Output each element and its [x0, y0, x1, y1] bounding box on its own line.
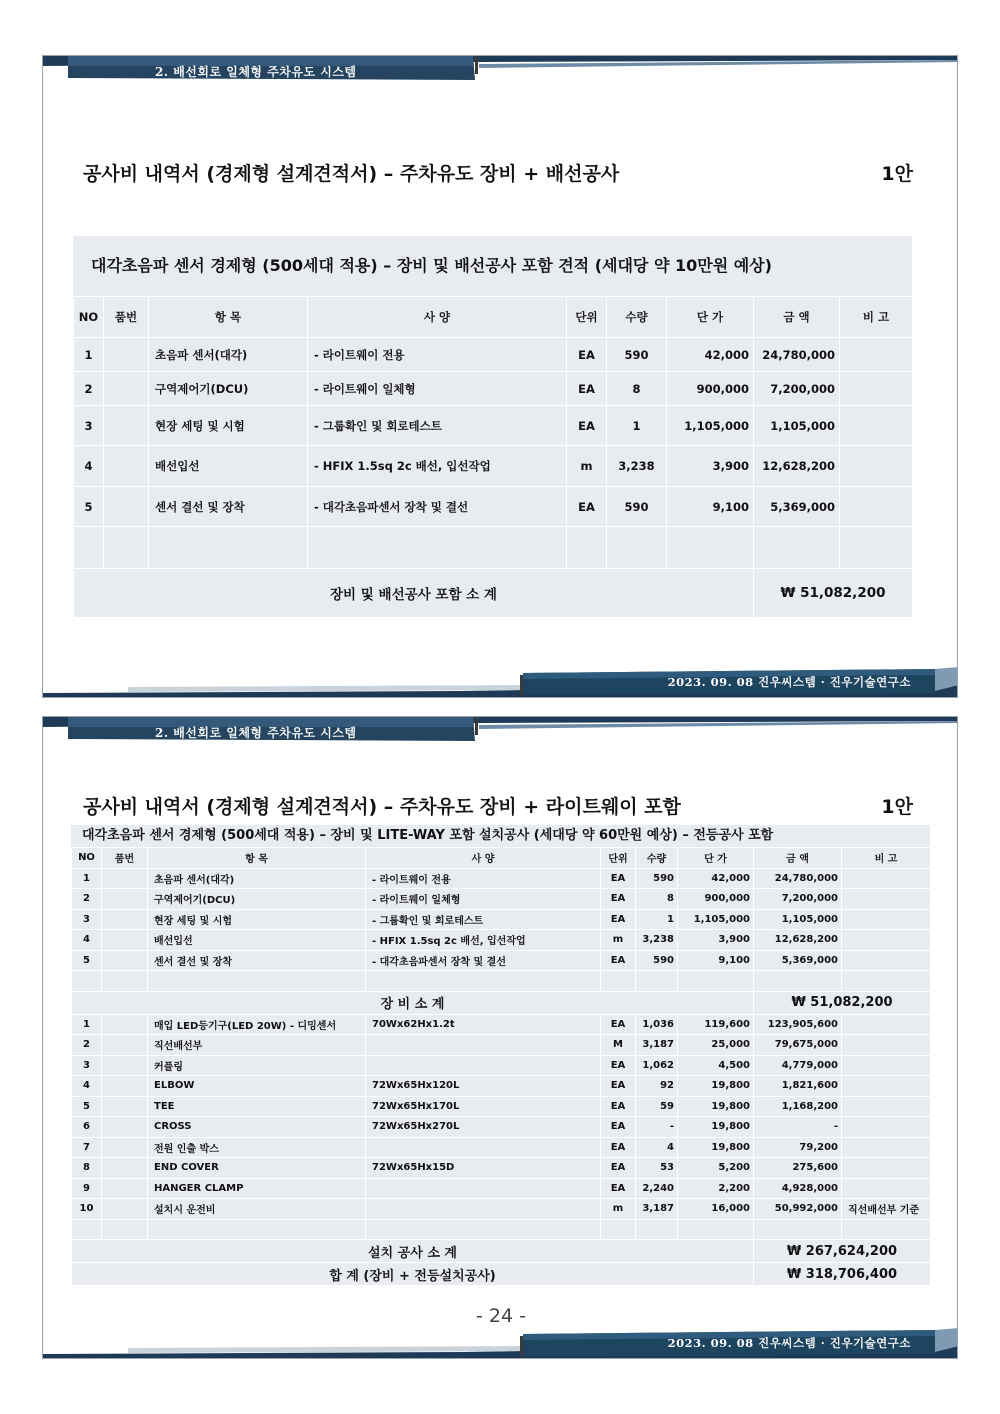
row-qty: 3,238 [607, 446, 667, 487]
table-row [72, 1158, 931, 1179]
row-no: 2 [72, 1035, 102, 1056]
row-unit: EA [601, 889, 636, 910]
row-qty: 2,240 [636, 1178, 678, 1199]
header-qty: 수량 [607, 297, 667, 338]
row-item: 초음파 센서(대각) [148, 868, 366, 889]
equipment-subtotal-row [72, 991, 931, 1014]
header-spec: 사 양 [366, 848, 601, 869]
install-subtotal-label: 설치 공사 소 계 [72, 1240, 754, 1263]
row-unit: EA [601, 1014, 636, 1035]
row-spec: 70Wx62Hx1.2t [366, 1014, 601, 1035]
row-price: 900,000 [667, 372, 754, 406]
row-price: 1,105,000 [667, 406, 754, 446]
header-spec: 사 양 [308, 297, 567, 338]
row-item: END COVER [148, 1158, 366, 1179]
table-row-empty [72, 971, 931, 992]
row-qty: 590 [607, 338, 667, 372]
row-note [842, 1117, 931, 1138]
row-unit: EA [567, 406, 607, 446]
row-note [842, 909, 931, 930]
row-no: 10 [72, 1199, 102, 1220]
row-unit: EA [601, 1055, 636, 1076]
row-no: 4 [72, 930, 102, 951]
row-note [842, 1096, 931, 1117]
row-qty: 53 [636, 1158, 678, 1179]
row-unit: EA [601, 1158, 636, 1179]
table-row [74, 372, 913, 406]
row-unit: EA [567, 372, 607, 406]
row-no: 3 [72, 1055, 102, 1076]
row-item: 설치시 운전비 [148, 1199, 366, 1220]
row-item: 현장 세팅 및 시험 [148, 909, 366, 930]
table-row [74, 446, 913, 487]
table-row [72, 1178, 931, 1199]
table-row [74, 406, 913, 446]
header-note: 비 고 [840, 297, 913, 338]
table-row [72, 950, 931, 971]
row-price: 5,200 [678, 1158, 754, 1179]
footer-text: 2023. 09. 08 진우씨스템 · 진우기술연구소 [667, 675, 911, 689]
estimate-table-1 [73, 236, 912, 618]
row-unit: EA [601, 1076, 636, 1097]
table-row [72, 1096, 931, 1117]
row-item: 센서 결선 및 장착 [149, 487, 308, 527]
row-qty: 1,036 [636, 1014, 678, 1035]
row-spec [366, 1199, 601, 1220]
row-note [842, 1158, 931, 1179]
row-spec: - 대각초음파센서 장착 및 결선 [366, 950, 601, 971]
row-note [842, 868, 931, 889]
row-price: 1,105,000 [678, 909, 754, 930]
slide-2 [42, 716, 958, 1359]
table-row [72, 1055, 931, 1076]
total-label: 합 계 (장비 + 전등설치공사) [72, 1263, 754, 1286]
row-qty: 3,238 [636, 930, 678, 951]
table-row [72, 1035, 931, 1056]
row-qty: - [636, 1117, 678, 1138]
row-note: 직선배선부 기준 [842, 1199, 931, 1220]
equipment-subtotal-value: ₩ 51,082,200 [754, 991, 931, 1014]
header-amount: 금 액 [754, 297, 840, 338]
row-amount: 1,105,000 [754, 909, 842, 930]
header-unit: 단위 [567, 297, 607, 338]
row-note [842, 1178, 931, 1199]
row-no: 7 [72, 1137, 102, 1158]
row-item: 구역제어기(DCU) [148, 889, 366, 910]
row-item: 매입 LED등기구(LED 20W) - 디밍센서 [148, 1014, 366, 1035]
table-row [74, 338, 913, 372]
row-qty: 590 [636, 950, 678, 971]
row-no: 9 [72, 1178, 102, 1199]
header-text: 2. 배선회로 일체형 주차유도 시스템 [155, 726, 357, 740]
row-price: 2,200 [678, 1178, 754, 1199]
row-note [842, 1035, 931, 1056]
row-no: 3 [72, 909, 102, 930]
row-amount: 5,369,000 [754, 487, 840, 527]
header-qty: 수량 [636, 848, 678, 869]
row-qty: 92 [636, 1076, 678, 1097]
subtotal-row [74, 569, 913, 618]
row-amount: 4,779,000 [754, 1055, 842, 1076]
row-unit: EA [601, 868, 636, 889]
row-item: HANGER CLAMP [148, 1178, 366, 1199]
row-qty: 8 [607, 372, 667, 406]
row-amount: 1,821,600 [754, 1076, 842, 1097]
slide-2-title: 공사비 내역서 (경제형 설계견적서) – 주차유도 장비 + 라이트웨이 포함 [83, 796, 681, 818]
row-price: 42,000 [678, 868, 754, 889]
row-spec: - HFIX 1.5sq 2c 배선, 입선작업 [308, 446, 567, 487]
install-subtotal-value: ₩ 267,624,200 [754, 1240, 931, 1263]
row-amount: 24,780,000 [754, 338, 840, 372]
row-price: 3,900 [678, 930, 754, 951]
row-qty: 590 [607, 487, 667, 527]
row-item: 직선배선부 [148, 1035, 366, 1056]
row-unit: m [601, 1199, 636, 1220]
header-item: 항 목 [149, 297, 308, 338]
row-unit: EA [601, 1178, 636, 1199]
row-spec [366, 1055, 601, 1076]
table-row-empty [72, 1219, 931, 1240]
row-amount: 1,105,000 [754, 406, 840, 446]
row-spec: 72Wx65Hx120L [366, 1076, 601, 1097]
row-price: 19,800 [678, 1096, 754, 1117]
row-no: 4 [72, 1076, 102, 1097]
header-no: NO [74, 297, 104, 338]
table-row [72, 889, 931, 910]
total-row [72, 1263, 931, 1286]
row-qty: 4 [636, 1137, 678, 1158]
footer-text: 2023. 09. 08 진우씨스템 · 진우기술연구소 [667, 1336, 911, 1350]
row-price: 9,100 [678, 950, 754, 971]
row-price: 16,000 [678, 1199, 754, 1220]
row-qty: 59 [636, 1096, 678, 1117]
row-price: 25,000 [678, 1035, 754, 1056]
row-qty: 1 [607, 406, 667, 446]
row-spec: - 라이트웨이 전용 [308, 338, 567, 372]
row-qty: 8 [636, 889, 678, 910]
table-row [72, 1137, 931, 1158]
row-item: 배선입선 [148, 930, 366, 951]
header-part-no: 품번 [102, 848, 148, 869]
row-item: 커플링 [148, 1055, 366, 1076]
header-unit: 단위 [601, 848, 636, 869]
row-unit: EA [567, 487, 607, 527]
table-1-title: 대각초음파 센서 경제형 (500세대 적용) – 장비 및 배선공사 포함 견적 (세대당 약 10만원 예상) [91, 256, 772, 275]
row-spec [366, 1035, 601, 1056]
row-amount: 79,200 [754, 1137, 842, 1158]
row-spec: - HFIX 1.5sq 2c 배선, 입선작업 [366, 930, 601, 951]
row-no: 6 [72, 1117, 102, 1138]
row-amount: 7,200,000 [754, 372, 840, 406]
row-amount: - [754, 1117, 842, 1138]
row-unit: EA [567, 338, 607, 372]
row-price: 900,000 [678, 889, 754, 910]
row-qty: 3,187 [636, 1199, 678, 1220]
row-amount: 1,168,200 [754, 1096, 842, 1117]
row-qty: 1 [636, 909, 678, 930]
table-row [72, 930, 931, 951]
slide-2-plan: 1안 [881, 796, 913, 818]
row-no: 2 [74, 372, 104, 406]
header-note: 비 고 [842, 848, 931, 869]
header-item: 항 목 [148, 848, 366, 869]
row-price: 19,800 [678, 1137, 754, 1158]
row-no: 1 [74, 338, 104, 372]
row-note [842, 930, 931, 951]
row-amount: 275,600 [754, 1158, 842, 1179]
row-note [842, 1014, 931, 1035]
equipment-subtotal-label: 장 비 소 계 [72, 991, 754, 1014]
row-price: 19,800 [678, 1117, 754, 1138]
row-unit: M [601, 1035, 636, 1056]
row-item: 구역제어기(DCU) [149, 372, 308, 406]
row-amount: 5,369,000 [754, 950, 842, 971]
row-unit: EA [601, 1117, 636, 1138]
row-no: 3 [74, 406, 104, 446]
page-number: - 24 - [476, 1305, 526, 1327]
row-item: TEE [148, 1096, 366, 1117]
row-note [842, 1055, 931, 1076]
row-qty: 1,062 [636, 1055, 678, 1076]
row-spec: 72Wx65Hx170L [366, 1096, 601, 1117]
table-row [72, 868, 931, 889]
estimate-table-2 [71, 825, 930, 1286]
row-qty: 590 [636, 868, 678, 889]
total-value: ₩ 318,706,400 [754, 1263, 931, 1286]
table-row [72, 1014, 931, 1035]
row-spec: - 대각초음파센서 장착 및 결선 [308, 487, 567, 527]
table-row [72, 909, 931, 930]
table-1-header-row [74, 297, 913, 338]
row-item: ELBOW [148, 1076, 366, 1097]
row-spec: - 라이트웨이 일체형 [308, 372, 567, 406]
table-row [72, 1199, 931, 1220]
row-spec: - 그룹확인 및 회로테스트 [366, 909, 601, 930]
row-note [842, 1076, 931, 1097]
row-no: 4 [74, 446, 104, 487]
row-amount: 123,905,600 [754, 1014, 842, 1035]
row-unit: EA [601, 1137, 636, 1158]
table-row-empty [74, 527, 913, 569]
header-part-no: 품번 [104, 297, 149, 338]
table-2-header-row [72, 848, 931, 869]
header-amount: 금 액 [754, 848, 842, 869]
row-amount: 4,928,000 [754, 1178, 842, 1199]
row-spec: - 라이트웨이 전용 [366, 868, 601, 889]
row-price: 3,900 [667, 446, 754, 487]
header-unit-price: 단 가 [678, 848, 754, 869]
row-no: 5 [72, 1096, 102, 1117]
row-amount: 50,992,000 [754, 1199, 842, 1220]
row-item: 전원 인출 박스 [148, 1137, 366, 1158]
header-no: NO [72, 848, 102, 869]
row-unit: EA [601, 909, 636, 930]
subtotal-value: ₩ 51,082,200 [754, 569, 913, 618]
row-note [842, 1137, 931, 1158]
table-row [74, 487, 913, 527]
row-no: 1 [72, 1014, 102, 1035]
row-price: 9,100 [667, 487, 754, 527]
slide-1-title: 공사비 내역서 (경제형 설계견적서) – 주차유도 장비 + 배선공사 [83, 163, 620, 185]
row-item: 배선입선 [149, 446, 308, 487]
slide-1-plan: 1안 [881, 163, 913, 185]
row-qty: 3,187 [636, 1035, 678, 1056]
row-no: 5 [74, 487, 104, 527]
row-spec: - 그룹확인 및 회로테스트 [308, 406, 567, 446]
row-price: 19,800 [678, 1076, 754, 1097]
row-amount: 24,780,000 [754, 868, 842, 889]
row-price: 119,600 [678, 1014, 754, 1035]
row-unit: EA [601, 950, 636, 971]
row-item: CROSS [148, 1117, 366, 1138]
row-item: 센서 결선 및 장착 [148, 950, 366, 971]
table-row [72, 1076, 931, 1097]
row-spec: 72Wx65Hx15D [366, 1158, 601, 1179]
table-row [72, 1117, 931, 1138]
row-amount: 79,675,000 [754, 1035, 842, 1056]
row-no: 8 [72, 1158, 102, 1179]
row-amount: 12,628,200 [754, 446, 840, 487]
row-note [842, 889, 931, 910]
row-price: 42,000 [667, 338, 754, 372]
row-spec [366, 1178, 601, 1199]
row-spec: - 라이트웨이 일체형 [366, 889, 601, 910]
row-spec: 72Wx65Hx270L [366, 1117, 601, 1138]
row-spec [366, 1137, 601, 1158]
slide-1 [42, 55, 958, 698]
row-unit: EA [601, 1096, 636, 1117]
row-no: 1 [72, 868, 102, 889]
row-no: 5 [72, 950, 102, 971]
row-unit: m [601, 930, 636, 951]
table-2-title: 대각초음파 센서 경제형 (500세대 적용) – 장비 및 LITE-WAY 포함 설치공사 (세대당 약 60만원 예상) – 전등공사 포함 [82, 828, 774, 843]
row-amount: 7,200,000 [754, 889, 842, 910]
row-price: 4,500 [678, 1055, 754, 1076]
row-no: 2 [72, 889, 102, 910]
header-unit-price: 단 가 [667, 297, 754, 338]
row-item: 현장 세팅 및 시험 [149, 406, 308, 446]
subtotal-label: 장비 및 배선공사 포함 소 계 [74, 569, 754, 618]
row-amount: 12,628,200 [754, 930, 842, 951]
row-unit: m [567, 446, 607, 487]
row-note [842, 950, 931, 971]
row-item: 초음파 센서(대각) [149, 338, 308, 372]
header-text: 2. 배선회로 일체형 주차유도 시스템 [155, 65, 357, 79]
install-subtotal-row [72, 1240, 931, 1263]
